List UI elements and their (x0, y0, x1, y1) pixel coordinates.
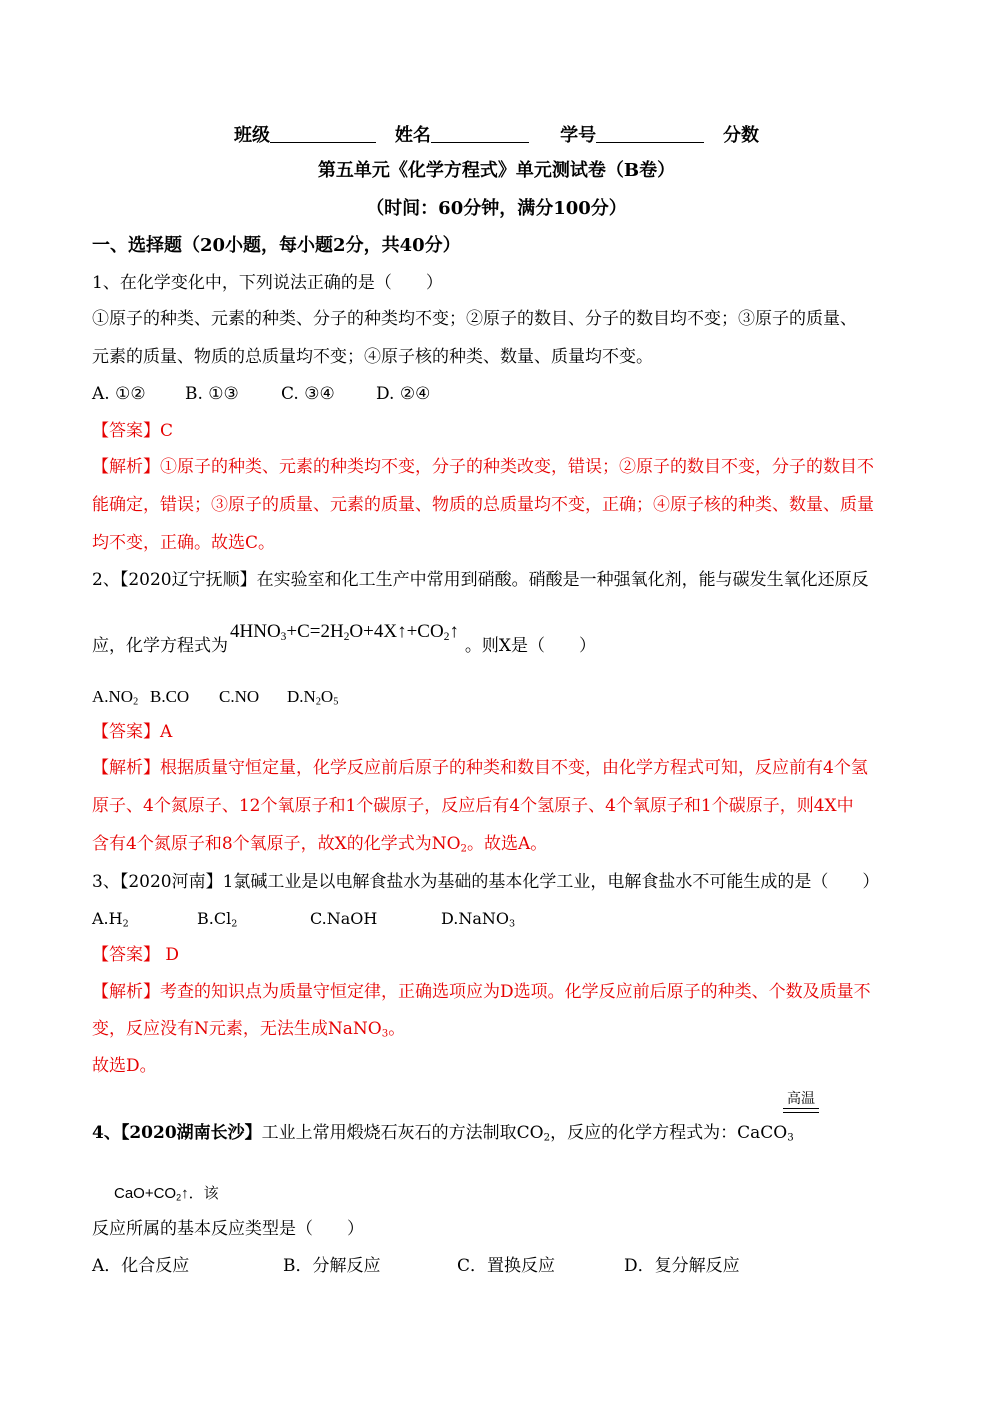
q1-statement-line: ①原子的种类、元素的种类、分子的种类均不变；②原子的数目、分子的数目均不变；③原子的质量、 (92, 309, 857, 329)
class-label: 班级 (234, 125, 271, 146)
eq-part: O+4X↑+CO (349, 621, 444, 642)
student-id-label: 学号 (560, 125, 597, 146)
q4-options (92, 1258, 740, 1275)
q3-answer: 【答案】 D (92, 945, 180, 965)
q3-options (92, 909, 516, 930)
q2-analysis-line: 【解析】根据质量守恒定量，化学反应前后原子的种类和数目不变，由化学方程式可知，反应前有4个氢 (92, 758, 868, 778)
option-text: D.N (287, 687, 316, 706)
analysis-subscript: 2 (460, 843, 468, 855)
q2-option-a[interactable] (92, 687, 150, 708)
name-label: 姓名 (394, 125, 431, 146)
q4-equation-products (114, 1186, 219, 1201)
option-subscript: 2 (133, 696, 139, 708)
q3-analysis-line (92, 1021, 405, 1038)
q3-stem: 3、【2020河南】1氯碱工业是以电解食盐水为基础的基本化学工业，电解食盐水不可能生成的是（ ） (92, 872, 880, 892)
q1-analysis-line: 能确定，错误；③原子的质量、元素的质量、物质的总质量均不变，正确；④原子核的种类、数量、质量 (92, 495, 874, 515)
q2-analysis-line (92, 836, 547, 853)
q1-options (92, 386, 430, 403)
q4-option-c[interactable]: C．置换反应 (457, 1256, 556, 1276)
eq-subscript: 2 (343, 630, 350, 643)
q1-stem: 1、在化学变化中，下列说法正确的是（ ） (92, 273, 443, 293)
class-blank[interactable] (270, 124, 376, 143)
q2-option-b[interactable]: B.CO (150, 687, 190, 706)
q3-analysis-line: 【解析】考查的知识点为质量守恒定律，正确选项应为D选项。化学反应前后原子的种类、个数及质量不 (92, 982, 871, 1002)
option-subscript: 3 (509, 918, 516, 930)
reaction-condition-label: 高温 (787, 1091, 815, 1107)
eq-part: ↑ (449, 621, 459, 642)
q4-subscript: 2 (543, 1132, 551, 1144)
option-subscript: 2 (122, 918, 129, 930)
option-text: A.H (92, 909, 123, 928)
q3-option-d[interactable] (441, 909, 516, 930)
q2-analysis-line: 原子、4个氮原子、12个氧原子和1个碳原子，反应后有4个氢原子、4个氧原子和1个碳原子，则4X中 (92, 796, 854, 816)
q2-stem-prefix: 应，化学方程式为 (92, 636, 228, 656)
analysis-text: 变，反应没有N元素，无法生成NaNO (92, 1019, 382, 1039)
option-text: B.Cl (197, 909, 232, 928)
q1-option-c[interactable]: C. ③④ (281, 384, 335, 404)
q2-option-c[interactable]: C.NO (219, 687, 260, 706)
q4-stem-text: 工业上常用煅烧石灰石的方法制取CO (261, 1123, 544, 1143)
q4-stem-text: ，反应的化学方程式为：CaCO (550, 1123, 788, 1143)
q1-answer: 【答案】C (92, 421, 174, 441)
analysis-text: 。故选A。 (467, 834, 548, 854)
q3-option-c[interactable]: C.NaOH (310, 909, 378, 928)
q4-subscript: 3 (787, 1132, 794, 1144)
eq-part: +C=2H (286, 621, 344, 642)
option-text: O (320, 687, 334, 706)
option-subscript: 2 (231, 918, 238, 930)
q1-analysis-line: 均不变，正确。故选C。 (92, 533, 276, 553)
q2-option-d[interactable] (287, 687, 339, 708)
q3-analysis-line: 故选D。 (92, 1056, 157, 1076)
reaction-arrow-bars (783, 1108, 819, 1113)
q4-stem-text: ↑．该 (181, 1185, 219, 1202)
option-subscript: 2 (315, 696, 321, 708)
q1-option-d[interactable]: D. ②④ (376, 384, 431, 404)
analysis-text: 。 (388, 1019, 406, 1039)
q2-answer: 【答案】A (92, 722, 173, 742)
student-info-line (0, 124, 993, 145)
eq-subscript: 2 (443, 630, 450, 643)
option-text: A.NO (92, 687, 134, 706)
eq-subscript: 3 (280, 630, 287, 643)
analysis-text: 含有4个氮原子和8个氧原子，故X的化学式为NO (92, 834, 461, 854)
student-id-blank[interactable] (596, 124, 704, 143)
option-subscript: 5 (333, 696, 339, 708)
eq-part: 4HNO (230, 621, 281, 642)
q2-stem: 2、【2020辽宁抚顺】在实验室和化工生产中常用到硝酸。硝酸是一种强氧化剂，能与碳发生氧化还原反 (92, 570, 869, 590)
score-label: 分数 (722, 125, 759, 146)
name-blank[interactable] (431, 124, 529, 143)
q3-option-b[interactable] (197, 909, 310, 930)
q4-option-a[interactable]: A．化合反应 (92, 1256, 190, 1276)
q4-option-b[interactable]: B．分解反应 (283, 1256, 381, 1276)
q4-question-line: 反应所属的基本反应类型是（ ） (92, 1219, 364, 1239)
q1-analysis-line: 【解析】①原子的种类、元素的种类均不变，分子的种类改变，错误；②原子的数目不变，分子的数目不 (92, 457, 874, 477)
q4-subscript: 2 (176, 1192, 182, 1203)
q4-source: 4、【2020湖南长沙】 (92, 1123, 262, 1143)
q2-options (92, 687, 339, 708)
q1-statement-line: 元素的质量、物质的总质量均不变；④原子核的种类、数量、质量均不变。 (92, 347, 653, 367)
page-title: 第五单元《化学方程式》单元测试卷（B卷） (317, 160, 676, 181)
q2-stem-equation-line (92, 621, 596, 656)
q2-stem-suffix: 。则X是（ ） (464, 636, 596, 656)
q4-stem (92, 1125, 794, 1142)
option-text: D.NaNO (441, 909, 509, 928)
section-heading: 一、选择题（20小题，每小题2分，共40分） (92, 235, 461, 256)
q4-option-d[interactable]: D．复分解反应 (624, 1256, 740, 1276)
reaction-condition (783, 1092, 819, 1113)
q4-stem-text: CaO+CO (114, 1185, 177, 1202)
analysis-subscript: 3 (381, 1028, 389, 1040)
page-subtitle: （时间：60分钟，满分100分） (366, 198, 627, 219)
q3-option-a[interactable] (92, 909, 197, 930)
q2-chemical-equation (230, 621, 459, 642)
q1-option-a[interactable]: A. ①② (92, 384, 146, 404)
q1-option-b[interactable]: B. ①③ (185, 384, 239, 404)
